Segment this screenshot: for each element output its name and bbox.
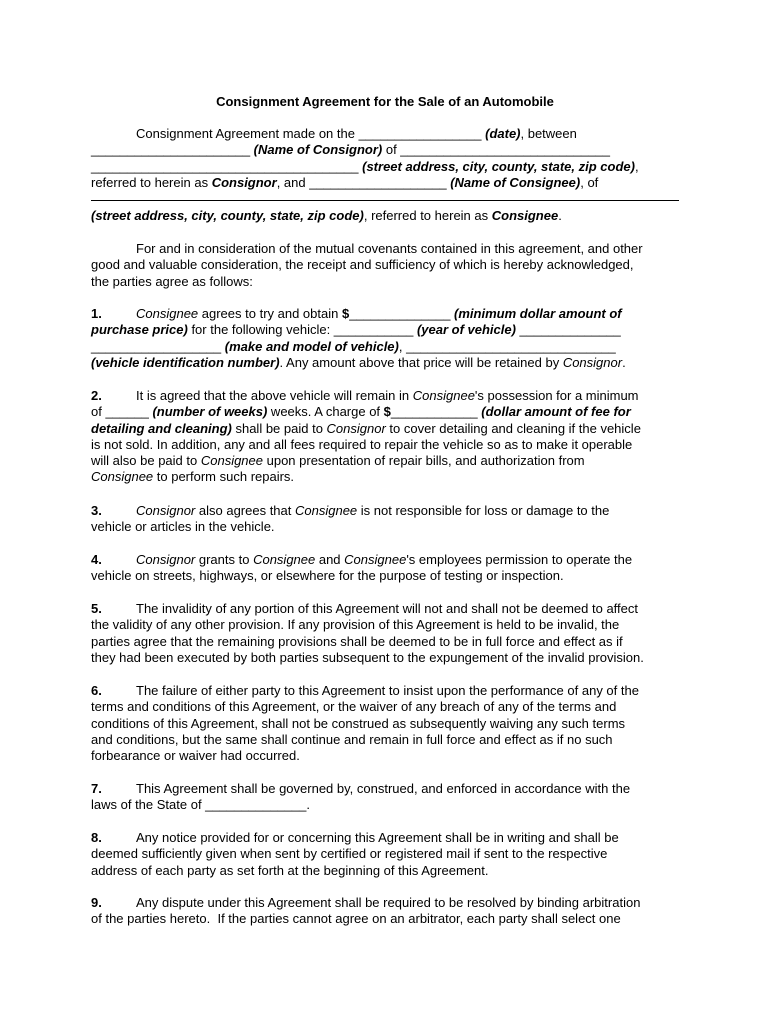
section-8-line-3: address of each party as set forth at the beginning of this Agreement.	[91, 862, 489, 878]
section-4-line-1: 4. Consignor grants to Consignee and Consignee's employees permission to operate the	[91, 552, 633, 567]
section-6-line-2: terms and conditions of this Agreement, or the waiver of any breach of any of the terms and	[91, 699, 617, 715]
section-number: 2.	[91, 388, 102, 403]
section-5-line-2: the validity of any other provision. If any provision of this Agreement is held to be invalid, the	[91, 617, 620, 633]
section-2-line-2: of ______ (number of weeks) weeks. A charge of $____________ (dollar amount of fee for	[91, 404, 631, 420]
section-1-line-3: __________________ (make and model of vehicle), _____________________________	[91, 338, 616, 354]
blank-line	[91, 191, 679, 201]
section-2	[91, 388, 679, 486]
section-5-line-1: 5. The invalidity of any portion of this Agreement will not and shall not be deemed to affect	[91, 601, 639, 616]
section-number: 4.	[91, 552, 102, 567]
intro-line-4: referred to herein as Consignor, and ___________________ (Name of Consignee), of	[91, 174, 599, 190]
consideration-line-1: For and in consideration of the mutual covenants contained in this agreement, and other	[136, 241, 643, 256]
section-number: 8.	[91, 830, 102, 845]
section-3-line-2: vehicle or articles in the vehicle.	[91, 519, 275, 535]
section-number: 9.	[91, 895, 102, 910]
section-8	[91, 830, 679, 879]
consideration-line-2: good and valuable consideration, the receipt and sufficiency of which is hereby acknowledged,	[91, 257, 634, 273]
section-1	[91, 306, 679, 371]
section-9-line-2: of the parties hereto. If the parties cannot agree on an arbitrator, each party shall select one	[91, 911, 621, 927]
section-1-line-4: (vehicle identification number). Any amount above that price will be retained by Consignor.	[91, 354, 626, 370]
section-4	[91, 552, 679, 585]
section-8-line-1: 8. Any notice provided for or concerning this Agreement shall be in writing and shall be	[91, 830, 619, 845]
section-6	[91, 683, 679, 764]
intro-line-6: (street address, city, county, state, zip code), referred to herein as Consignee.	[91, 208, 562, 224]
intro-line-3: _____________________________________ (street address, city, county, state, zip code),	[91, 158, 639, 174]
section-3-line-1: 3. Consignor also agrees that Consignee is not responsible for loss or damage to the	[91, 503, 610, 518]
section-5	[91, 601, 679, 666]
section-7-line-2: laws of the State of ______________.	[91, 797, 311, 813]
section-5-line-4: they had been executed by both parties subsequent to the expungement of the invalid provision.	[91, 649, 644, 665]
intro-line-1: Consignment Agreement made on the _________________ (date), between	[136, 126, 577, 141]
section-3	[91, 503, 679, 536]
section-1-line-2: purchase price) for the following vehicle: ___________ (year of vehicle) ______________	[91, 322, 621, 338]
section-number: 7.	[91, 781, 102, 796]
section-8-line-2: deemed sufficiently given when sent by certified or registered mail if sent to the respective	[91, 846, 608, 862]
consideration-line-3: the parties agree as follows:	[91, 273, 253, 289]
section-2-line-3: detailing and cleaning) shall be paid to Consignor to cover detailing and cleaning if the vehicle	[91, 420, 641, 436]
section-7	[91, 781, 679, 814]
section-2-line-6: Consignee to perform such repairs.	[91, 469, 295, 485]
section-2-line-4: is not sold. In addition, any and all fees required to repair the vehicle so as to make it operable	[91, 436, 633, 452]
intro-line-2: ______________________ (Name of Consignor) of _____________________________	[91, 142, 610, 158]
document-title: Consignment Agreement for the Sale of an Automobile	[216, 94, 554, 109]
consideration-paragraph	[91, 241, 679, 290]
section-number: 1.	[91, 306, 102, 321]
section-6-line-3: conditions of this Agreement, shall not be construed as subsequently waiving any such terms	[91, 715, 626, 731]
section-2-line-5: will also be paid to Consignee upon presentation of repair bills, and authorization from	[91, 453, 585, 469]
section-6-line-1: 6. The failure of either party to this Agreement to insist upon the performance of any of the	[91, 683, 639, 698]
section-1-line-1: 1. Consignee agrees to try and obtain $______________ (minimum dollar amount of	[91, 306, 622, 321]
section-9	[91, 895, 679, 928]
section-6-line-4: and conditions, but the same shall continue and remain in full force and effect as if no such	[91, 731, 613, 747]
section-number: 3.	[91, 503, 102, 518]
section-number: 5.	[91, 601, 102, 616]
intro-paragraph	[91, 126, 679, 224]
section-5-line-3: parties agree that the remaining provisions shall be deemed to be in full force and effect as if	[91, 633, 623, 649]
section-7-line-1: 7. This Agreement shall be governed by, construed, and enforced in accordance with the	[91, 781, 631, 796]
section-2-line-1: 2. It is agreed that the above vehicle will remain in Consignee's possession for a minimum	[91, 388, 639, 403]
section-9-line-1: 9. Any dispute under this Agreement shall be required to be resolved by binding arbitration	[91, 895, 641, 910]
section-number: 6.	[91, 683, 102, 698]
section-4-line-2: vehicle on streets, highways, or elsewhere for the purpose of testing or inspection.	[91, 568, 564, 584]
section-6-line-5: forbearance or waiver had occurred.	[91, 748, 300, 764]
